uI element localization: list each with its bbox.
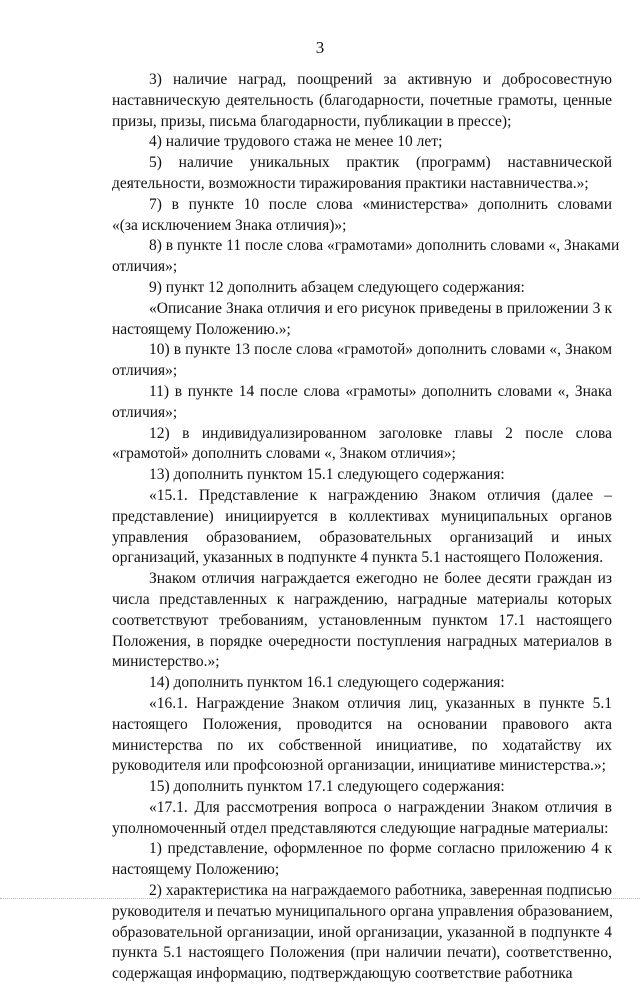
- paragraph: [112, 340, 612, 382]
- text-line: наставническую деятельность (благодарности, почетные грамоты, ценные: [112, 91, 612, 109]
- paragraph: [112, 486, 612, 569]
- text-line: «грамотой» дополнить словами «, Знаком отличия»;: [112, 445, 456, 463]
- text-line: 1) представление, оформленное по форме согласно приложению 4 к: [149, 840, 612, 858]
- text-line: числа представленных к награждению, наградные материалы которых: [112, 590, 612, 608]
- text-line: образовательной организации, иной организации, указанной в подпункте 4: [112, 923, 612, 941]
- text-line: руководителя или профсоюзной организации, инициативе министерства.»;: [112, 757, 606, 775]
- text-line: руководителя и печатью муниципального органа управления образованием,: [112, 902, 613, 920]
- text-line: Положения, в порядке очередности поступления наградных материалов в: [112, 632, 612, 650]
- paragraph: [112, 694, 612, 777]
- text-line: деятельности, возможности тиражирования практики наставничества.»;: [112, 174, 589, 192]
- text-line: 7) в пункте 10 после слова «министерства» дополнить словами: [149, 195, 612, 213]
- text-line: соответствуют требованиям, установленным пунктом 17.1 настоящего: [112, 611, 612, 629]
- paragraph: [112, 382, 612, 424]
- text-line: 4) наличие трудового стажа не менее 10 лет;: [149, 133, 443, 151]
- text-line: уполномоченный отдел представляются следующие наградные материалы:: [112, 819, 609, 837]
- paragraph: [112, 236, 620, 278]
- text-line: «17.1. Для рассмотрения вопроса о награждении Знаком отличия в: [149, 798, 612, 816]
- paragraph: [112, 777, 612, 798]
- text-line: «(за исключением Знака отличия)»;: [112, 216, 347, 234]
- paragraph: [112, 299, 612, 341]
- paragraph: [112, 673, 612, 694]
- text-line: содержащая информацию, подтверждающую соответствие работника: [112, 965, 573, 983]
- text-line: настоящему Положению.»;: [112, 320, 291, 338]
- text-line: 5) наличие уникальных практик (программ) наставнической: [149, 154, 612, 172]
- page-number: 3: [315, 38, 325, 57]
- paragraph: [112, 424, 612, 466]
- text-line: представление) инициируется в коллективах муниципальных органов: [112, 507, 612, 525]
- text-line: министерство.»;: [112, 653, 220, 671]
- paragraph: [112, 132, 612, 153]
- text-line: 8) в пункте 11 после слова «грамотами» дополнить словами «, Знаками: [149, 237, 620, 255]
- paragraph: [112, 195, 612, 237]
- text-line: настоящего Положения, проводится на основании правового акта: [112, 715, 612, 733]
- text-line: 13) дополнить пунктом 15.1 следующего содержания:: [149, 466, 505, 484]
- paragraph: [112, 153, 612, 195]
- text-line: настоящему Положению;: [112, 861, 280, 879]
- paragraph: [112, 798, 612, 840]
- paragraph: [112, 881, 612, 985]
- paragraph: [112, 278, 612, 299]
- paragraph: [112, 465, 612, 486]
- text-line: 10) в пункте 13 после слова «грамотой» дополнить словами «, Знаком: [149, 341, 612, 359]
- text-line: пункта 5.1 настоящего Положения (при наличии печати), соответственно,: [112, 944, 612, 962]
- text-line: отличия»;: [112, 258, 178, 276]
- text-line: призы, призы, письма благодарности, публикации в прессе);: [112, 112, 512, 130]
- paragraph: [112, 839, 612, 881]
- text-line: Знаком отличия награждается ежегодно не более десяти граждан из: [149, 570, 612, 588]
- text-line: «15.1. Представление к награждению Знаком отличия (далее –: [149, 486, 612, 504]
- text-line: отличия»;: [112, 362, 178, 380]
- text-line: 12) в индивидуализированном заголовке главы 2 после слова: [149, 424, 612, 442]
- paragraph: [112, 569, 612, 673]
- text-line: 14) дополнить пунктом 16.1 следующего содержания:: [149, 674, 505, 692]
- text-line: 3) наличие наград, поощрений за активную и добросовестную: [149, 71, 612, 88]
- text-line: «Описание Знака отличия и его рисунок приведены в приложении 3 к: [149, 299, 612, 317]
- text-line: министерства по их собственной инициативе, по ходатайству их: [112, 736, 612, 754]
- text-line: «16.1. Награждение Знаком отличия лиц, указанных в пункте 5.1: [149, 694, 612, 712]
- text-line: управления образованием, образовательных организаций и иных: [112, 528, 612, 546]
- document-body: [112, 70, 620, 985]
- text-line: 9) пункт 12 дополнить абзацем следующего содержания:: [149, 278, 525, 296]
- paragraph: [112, 70, 612, 132]
- text-line: 11) в пункте 14 после слова «грамоты» дополнить словами «, Знака: [149, 382, 612, 400]
- text-line: организаций, указанных в подпункте 4 пункта 5.1 настоящего Положения.: [112, 549, 604, 567]
- scan-artifact-line: [0, 898, 640, 900]
- text-line: 15) дополнить пунктом 17.1 следующего содержания:: [149, 778, 505, 796]
- text-line: 2) характеристика на награждаемого работника, заверенная подписью: [149, 882, 612, 900]
- text-line: отличия»;: [112, 403, 178, 421]
